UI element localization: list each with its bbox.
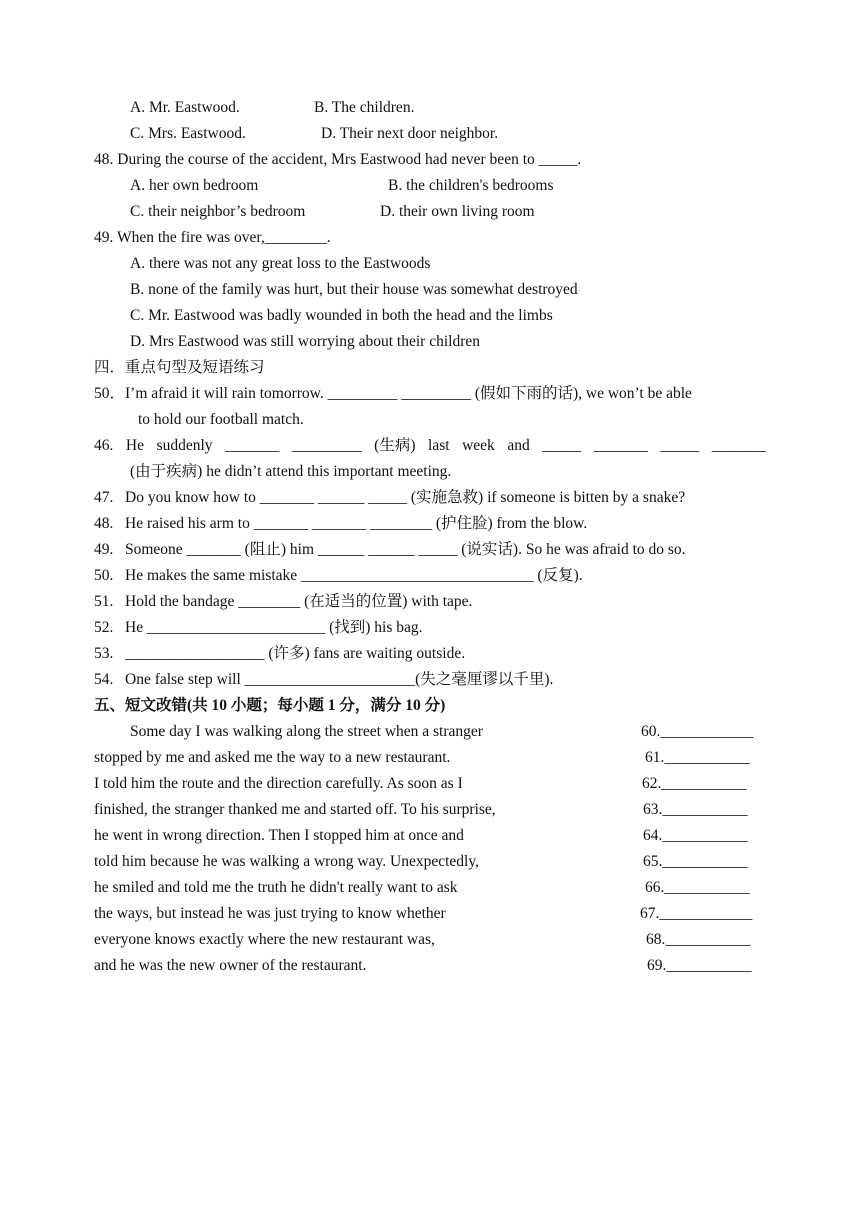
s5-passage-line: finished, the stranger thanked me and started off. To his surprise, (94, 801, 496, 818)
s5-passage-line: he smiled and told me the truth he didn't really want to ask (94, 879, 458, 896)
word: _____ (660, 437, 700, 454)
s4-q50a-line1: 50．I’m afraid it will rain tomorrow. _________ _________ (假如下雨的话), we won’t be able (94, 385, 692, 402)
s5-passage-line: and he was the new owner of the restaurant. (94, 957, 367, 974)
q47-option-c: C. Mrs. Eastwood. (130, 125, 246, 142)
s4-q49: 49. Someone _______ (阻止) him ______ ______ _____ (说实话). So he was afraid to do so. (94, 541, 686, 558)
word: He (125, 437, 144, 454)
word: (生病) (374, 437, 416, 454)
q49-option-a: A. there was not any great loss to the Eastwoods (130, 255, 431, 272)
s5-passage-line: Some day I was walking along the street when a stranger (130, 723, 483, 740)
q47-option-a: A. Mr. Eastwood. (130, 99, 240, 116)
s5-answer-blank: 66.___________ (645, 879, 750, 896)
q48-option-d: D. their own living room (380, 203, 535, 220)
s4-q50: 50. He makes the same mistake ______________________________ (反复). (94, 567, 583, 584)
s5-answer-blank: 65.___________ (643, 853, 748, 870)
s5-answer-blank: 63.___________ (643, 801, 748, 818)
s4-q52: 52. He _______________________ (找到) his bag. (94, 619, 423, 636)
word: _________ (291, 437, 362, 454)
s5-passage-line: the ways, but instead he was just trying to know whether (94, 905, 446, 922)
s5-passage-line: everyone knows exactly where the new restaurant was, (94, 931, 435, 948)
word: _______ (593, 437, 648, 454)
q47-option-d: D. Their next door neighbor. (321, 125, 499, 142)
s5-passage-line: stopped by me and asked me the way to a new restaurant. (94, 749, 451, 766)
word: 46. (94, 437, 114, 454)
word: _______ (225, 437, 280, 454)
s5-answer-blank: 60.____________ (641, 723, 754, 740)
s4-q50a-line2: to hold our football match. (138, 411, 304, 428)
q48-stem: 48. During the course of the accident, Mrs Eastwood had never been to _____. (94, 151, 582, 168)
s5-answer-blank: 68.___________ (646, 931, 751, 948)
s5-answer-blank: 64.___________ (643, 827, 748, 844)
word: week (462, 437, 495, 454)
s4-q54: 54. One false step will ______________________(失之毫厘谬以千里). (94, 671, 554, 688)
section5-heading: 五、短文改错(共 10 小题；每小题 1 分，满分 10 分) (94, 697, 446, 714)
q48-option-b: B. the children's bedrooms (388, 177, 554, 194)
s5-answer-blank: 69.___________ (647, 957, 752, 974)
s5-answer-blank: 62.___________ (642, 775, 747, 792)
q49-option-c: C. Mr. Eastwood was badly wounded in both the head and the limbs (130, 307, 553, 324)
s4-q47: 47. Do you know how to _______ ______ _____ (实施急救) if someone is bitten by a snake? (94, 489, 686, 506)
word: and (507, 437, 530, 454)
s4-q48: 48. He raised his arm to _______ _______ ________ (护住脸) from the blow. (94, 515, 588, 532)
s5-answer-blank: 61.___________ (645, 749, 750, 766)
s4-q53: 53. __________________ (许多) fans are waiting outside. (94, 645, 466, 662)
q48-option-c: C. their neighbor’s bedroom (130, 203, 306, 220)
s5-passage-line: he went in wrong direction. Then I stopped him at once and (94, 827, 464, 844)
s4-q51: 51. Hold the bandage ________ (在适当的位置) with tape. (94, 593, 473, 610)
q49-stem: 49. When the fire was over,________. (94, 229, 331, 246)
s5-passage-line: I told him the route and the direction carefully. As soon as I (94, 775, 463, 792)
s4-q46-line2: (由于疾病) he didn’t attend this important meeting. (130, 463, 452, 480)
word: _____ (542, 437, 582, 454)
word: _______ (711, 437, 766, 454)
s4-q46-line1 (94, 436, 766, 456)
section4-heading: 四．重点句型及短语练习 (94, 359, 265, 376)
q47-option-b: B. The children. (314, 99, 415, 116)
s5-passage-line: told him because he was walking a wrong way. Unexpectedly, (94, 853, 479, 870)
word: suddenly (156, 437, 213, 454)
s5-answer-blank: 67.____________ (640, 905, 753, 922)
q49-option-b: B. none of the family was hurt, but their house was somewhat destroyed (130, 281, 578, 298)
q48-option-a: A. her own bedroom (130, 177, 259, 194)
word: last (428, 437, 450, 454)
q49-option-d: D. Mrs Eastwood was still worrying about their children (130, 333, 480, 350)
